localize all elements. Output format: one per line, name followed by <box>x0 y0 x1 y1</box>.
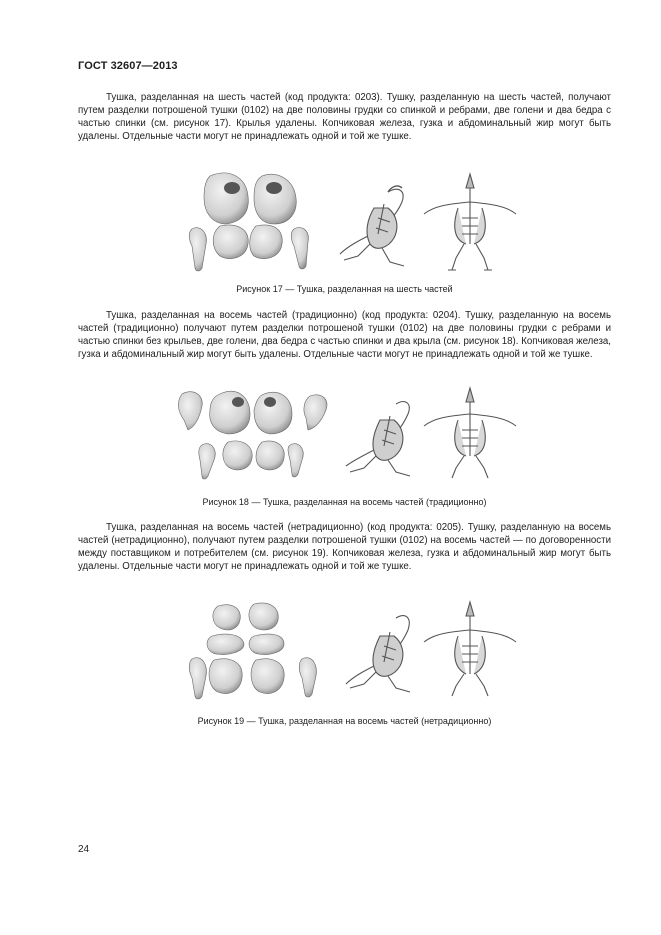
document-header: ГОСТ 32607—2013 <box>78 60 178 72</box>
figure-17-illustration <box>78 168 611 278</box>
caption-figure-18: Рисунок 18 — Тушка, разделанная на восемь частей (традиционно) <box>202 497 487 507</box>
caption-figure-17: Рисунок 17 — Тушка, разделанная на шесть частей <box>236 284 453 294</box>
caption-figure-19: Рисунок 19 — Тушка, разделанная на восемь частей (нетрадиционно) <box>197 716 492 726</box>
skeleton-side-view <box>346 402 410 476</box>
figure-18 <box>78 384 611 484</box>
skeleton-side-view <box>346 616 410 692</box>
skeleton-side-view <box>340 186 404 266</box>
figure-19-illustration <box>78 598 611 708</box>
skeleton-front-view <box>424 388 516 478</box>
skeleton-front-view <box>424 174 516 270</box>
figure-17 <box>78 168 611 278</box>
paragraph-eight-parts-traditional: Тушка, разделанная на восемь частей (традиционно) (код продукта: 0204). Тушку, разделанную на восемь частей (традиционно) получают путем разделки потрошеной тушки (0102) на две половины грудки с ребрами и частью спинки без крыльев, две голени, два бедра с частью спинки и два крыла (см. рисунок 18). Копчиковая железа, гузка и абдоминальный жир могут быть удалены. Отдельные части могут не принадлежать одной и той же тушке. <box>78 310 611 360</box>
skeleton-front-view <box>424 602 516 696</box>
paragraph-six-parts: Тушка, разделанная на шесть частей (код продукта: 0203). Тушку, разделанную на шесть частей, получают путем разделки потрошеной тушки (0102) на две половины грудки со спинкой и ребрами, две голени и два бедра с частью спинки (см. рисунок 17). Крылья удалены. Копчиковая железа, гузка и абдоминальный жир могут быть удалены. Отдельные части могут не принадлежать одной и той же тушке. <box>78 92 611 142</box>
figure-18-illustration <box>78 384 611 484</box>
figure-19 <box>78 598 611 708</box>
paragraph-eight-parts-nontraditional: Тушка, разделанная на восемь частей (нетрадиционно) (код продукта: 0205). Тушку, разделанную на восемь частей (нетрадиционно), получают путем разделки потрошеной тушки (0102) на восемь частей — по договоренности между поставщиком и потребителем (см. рисунок 19). Копчиковая железа, гузка и абдоминальный жир могут быть удалены. Отдельные части могут не принадлежать одной и той же тушке. <box>78 522 611 572</box>
page-number: 24 <box>78 844 90 855</box>
